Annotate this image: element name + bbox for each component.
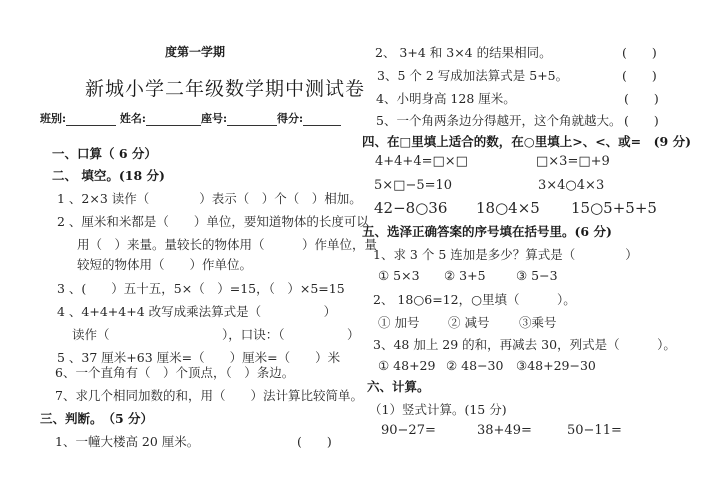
judge-answer-4[interactable]: ( )	[624, 91, 659, 106]
choice-question-3: 3、48 加上 29 的和，再减去 30，列式是（ ）。	[373, 337, 676, 352]
student-info-row	[40, 110, 341, 126]
section-5-title: 五、选泽正确答案的序号填在括号里。(6 分)	[362, 224, 612, 239]
fill-expr-2[interactable]: □×3=□+9	[536, 154, 610, 169]
seat-label: 座号:	[200, 112, 228, 125]
judge-item-5: 5、一个角两条边分得越开，这个角就越大。	[376, 113, 622, 128]
fill-expr-1[interactable]: 4+4+4=□×□	[375, 154, 468, 169]
judge-item-4: 4、小明身高 128 厘米。	[376, 91, 516, 106]
compare-expr-3[interactable]: 15○5+5+5	[571, 199, 657, 217]
class-field[interactable]	[66, 114, 116, 126]
choice-2-option-2[interactable]: ② 减号	[448, 315, 490, 330]
judge-answer-3[interactable]: ( )	[622, 68, 657, 83]
fill-item-2-line2: 用（ ）来量。量较长的物体用（ ）作单位，量	[77, 237, 378, 252]
choice-question-1: 1、求 3 个 5 连加是多少？算式是（ ）	[373, 247, 638, 262]
section-6-title: 六、计算。	[367, 379, 430, 394]
choice-1-option-1[interactable]: ① 5×3	[378, 268, 420, 283]
seat-field[interactable]	[227, 114, 277, 126]
judge-answer-1[interactable]: ( )	[297, 434, 332, 449]
choice-3-option-1[interactable]: ① 48+29	[378, 358, 436, 373]
fill-item-4-line2: 读作（ ），口诀：（ ）	[72, 327, 360, 342]
fill-item-7: 7、求几个相同加数的和，用（ ）法计算比较简单。	[55, 388, 363, 403]
score-label: 得分:	[277, 112, 304, 125]
fill-item-5: 5 、37 厘米+63 厘米=（ ）厘米=（ ）米	[57, 350, 341, 365]
compare-expr-2[interactable]: 18○4×5	[476, 199, 540, 217]
choice-3-option-2[interactable]: ② 48−30	[446, 358, 504, 373]
section-4-title: 四、在□里填上适合的数，在○里填上>、<、或= (9 分)	[362, 134, 692, 149]
calc-problem-3[interactable]: 50−11=	[567, 423, 622, 438]
fill-item-4: 4 、4+4+4+4 改写成乘法算式是（ ）	[57, 304, 337, 319]
fill-item-3: 3 、( ）五十五，5×（ ）=15，（ ）×5=15	[57, 281, 345, 296]
fill-item-1: 1 、2×3 读作（ ）表示（ ）个（ ）相加。	[57, 191, 362, 206]
class-label: 班别:	[40, 112, 67, 125]
judge-answer-5[interactable]: ( )	[624, 113, 659, 128]
fill-item-6: 6、一个直角有（ ）个顶点，（ ）条边。	[55, 365, 295, 380]
score-field[interactable]	[303, 114, 341, 126]
judge-item-3: 3、5 个 2 写成加法算式是 5+5。	[377, 68, 569, 83]
judge-item-2: 2、 3+4 和 3×4 的结果相同。	[375, 45, 552, 60]
fill-expr-3[interactable]: 5×□−5=10	[374, 178, 453, 193]
name-label: 姓名:	[119, 112, 146, 125]
section-3-title: 三、判断。 （5 分）	[40, 411, 154, 426]
calc-problem-2[interactable]: 38+49=	[477, 423, 532, 438]
compare-expr-1[interactable]: 42−8○36	[374, 199, 448, 217]
choice-3-option-3[interactable]: ③48+29−30	[516, 358, 596, 373]
term-label: 度第一学期	[165, 45, 226, 59]
section-1-title: 一、口算（ 6 分）	[52, 146, 157, 161]
name-field[interactable]	[146, 114, 201, 126]
choice-2-option-3[interactable]: ③乘号	[519, 315, 557, 330]
choice-1-option-2[interactable]: ② 3+5	[444, 268, 486, 283]
judge-item-1: 1、一幢大楼高 20 厘米。	[55, 434, 200, 449]
choice-1-option-3[interactable]: ③ 5−3	[516, 268, 558, 283]
fill-item-2: 2 、厘米和米都是（ ）单位，要知道物体的长度可以	[57, 214, 369, 229]
fill-expr-4[interactable]: 3×4○4×3	[538, 178, 605, 193]
calc-problem-1[interactable]: 90−27=	[381, 423, 436, 438]
page-title: 新城小学二年级数学期中测试卷	[85, 78, 366, 100]
section-6-subtitle: （1）竖式计算。(15 分)	[369, 402, 507, 417]
fill-item-2-line3: 较短的物体用（ ）作单位。	[77, 257, 253, 272]
judge-answer-2[interactable]: ( )	[622, 45, 657, 60]
choice-2-option-1[interactable]: ① 加号	[378, 315, 420, 330]
choice-question-2: 2、 18○6=12，○里填（ ）。	[373, 292, 576, 307]
section-2-title: 二、 填空。(18 分)	[52, 168, 165, 183]
